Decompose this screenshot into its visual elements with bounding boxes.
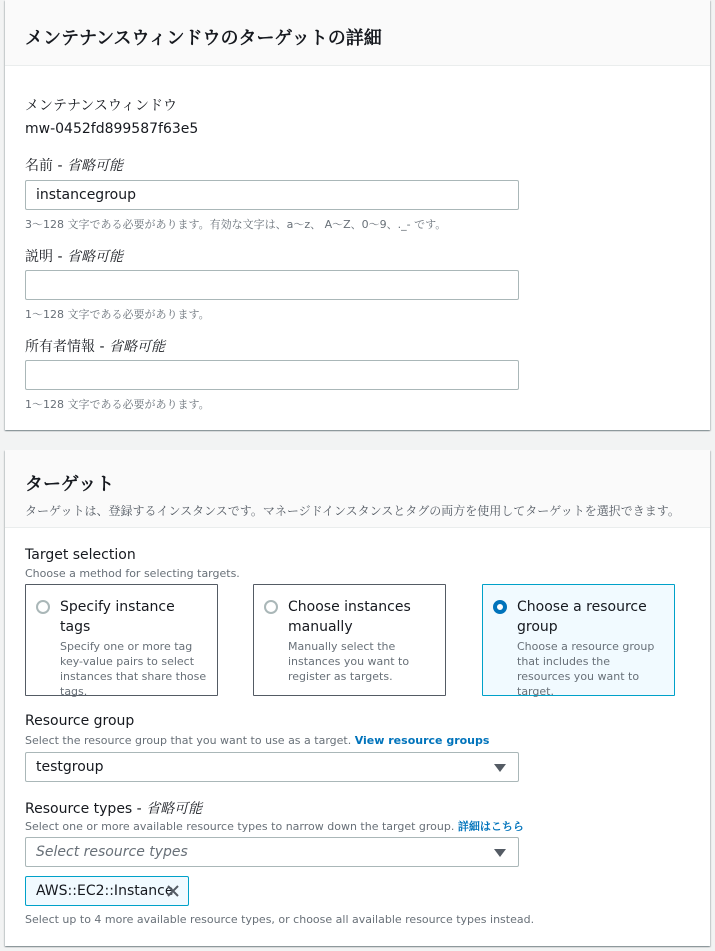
resource-group-label: Resource group <box>25 713 135 729</box>
owner-optional: 省略可能 <box>108 339 165 355</box>
resource-types-select[interactable] <box>25 837 519 867</box>
token-hint: Select up to 4 more available resource types, or choose all available resource types instead. <box>25 913 535 926</box>
token-label: AWS::EC2::Instance <box>36 883 174 899</box>
tile-choose-resource-group[interactable] <box>482 584 675 696</box>
owner-hint: 1〜128 文字である必要があります。 <box>25 398 210 411</box>
details-title: メンテナンスウィンドウのターゲットの詳細 <box>25 28 382 49</box>
learn-more-link[interactable]: 詳細はこちら <box>457 820 524 833</box>
window-id: mw-0452fd899587f63e5 <box>25 121 199 137</box>
tile-specify-instance-tags[interactable] <box>25 584 218 696</box>
description-hint: 1〜128 文字である必要があります。 <box>25 308 210 321</box>
resource-types-label-text: Resource types - <box>25 801 147 817</box>
description-input[interactable] <box>25 270 519 300</box>
name-input[interactable]: instancegroup <box>25 180 519 210</box>
owner-label <box>25 336 165 356</box>
resource-types-desc <box>25 818 524 834</box>
resource-types-desc-text: Select one or more available resource types to narrow down the target group. <box>25 820 455 833</box>
details-header <box>5 0 710 66</box>
details-panel <box>5 0 710 430</box>
radio-selected-icon[interactable] <box>493 600 507 614</box>
tile-desc: Manually select the instances you want to register as targets. <box>288 640 410 683</box>
owner-input[interactable] <box>25 360 519 390</box>
window-label: メンテナンスウィンドウ <box>25 98 178 114</box>
tile-label: Specify instance tags <box>60 599 175 635</box>
targets-description: ターゲットは、登録するインスタンスです。マネージドインスタンスとタグの両方を使用してターゲットを選択できます。 <box>25 504 680 518</box>
radio-icon[interactable] <box>36 600 50 614</box>
owner-label-text: 所有者情報 - <box>25 339 109 355</box>
description-optional: 省略可能 <box>66 249 123 265</box>
tile-label: Choose instances manually <box>288 599 411 635</box>
caret-down-icon <box>494 849 506 857</box>
target-selection-label: Target selection <box>25 547 136 563</box>
tile-desc: Specify one or more tag key-value pairs to select instances that share those tags. <box>60 640 207 698</box>
name-optional: 省略可能 <box>66 158 123 174</box>
resource-group-desc-text: Select the resource group that you want to use as a target. <box>25 734 352 747</box>
resource-type-token <box>25 876 189 906</box>
target-selection-desc: Choose a method for selecting targets. <box>25 567 240 580</box>
name-hint: 3〜128 文字である必要があります。有効な文字は、a〜z、 A〜Z、0〜9、._- です。 <box>25 218 447 231</box>
resource-types-placeholder: Select resource types <box>36 844 188 860</box>
name-label-text: 名前 - <box>25 158 67 174</box>
tile-choose-instances-manually[interactable] <box>253 584 446 696</box>
resource-types-label <box>25 798 202 818</box>
name-label <box>25 155 123 175</box>
description-label <box>25 246 123 266</box>
radio-icon[interactable] <box>264 600 278 614</box>
targets-header <box>5 450 710 528</box>
view-resource-groups-link[interactable]: View resource groups <box>354 734 490 747</box>
close-icon[interactable] <box>165 883 181 899</box>
tile-desc: Choose a resource group that includes the resources you want to target. <box>517 640 655 698</box>
targets-title: ターゲット <box>25 474 115 495</box>
caret-down-icon <box>494 764 506 772</box>
tile-label: Choose a resource group <box>517 599 647 635</box>
resource-group-value: testgroup <box>36 759 104 775</box>
resource-types-optional: 省略可能 <box>146 801 203 817</box>
resource-group-desc <box>25 734 489 747</box>
description-label-text: 説明 - <box>25 249 67 265</box>
resource-group-select[interactable] <box>25 752 519 782</box>
